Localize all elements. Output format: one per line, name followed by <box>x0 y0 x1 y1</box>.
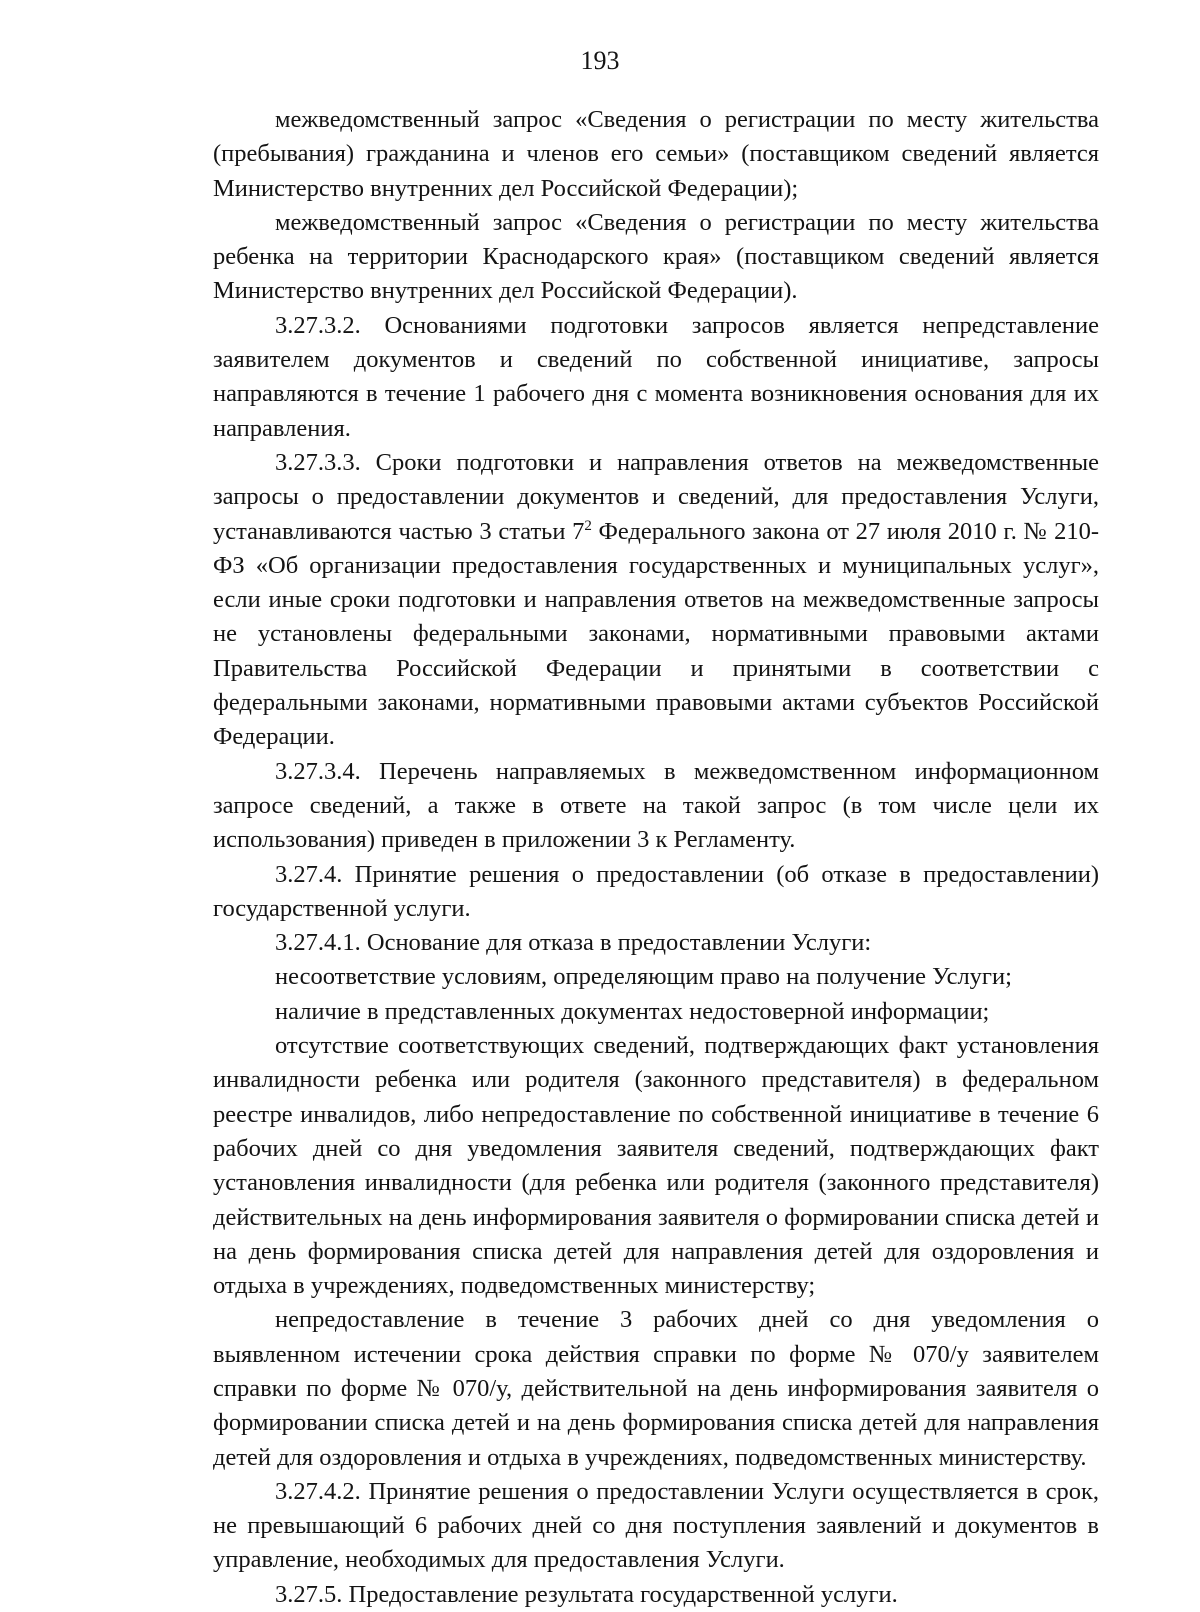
paragraph-3-27-4-1: 3.27.4.1. Основание для отказа в предоставлении Услуги: <box>275 929 872 957</box>
page-number: 193 <box>580 46 620 75</box>
paragraph-3-27-3-3-text-before: 3.27.3.3. Сроки подготовки и направления ответов на межведомственные запросы о предоставлении документов и сведений, для предоставления Услуги, устанавливаются частью 3 статьи 7 <box>213 448 1099 545</box>
refusal-reason-nonconformity: несоответствие условиям, определяющим право на получение Услуги; <box>275 963 1012 991</box>
paragraph-3-27-5: 3.27.5. Предоставление результата государственной услуги. <box>275 1580 898 1608</box>
refusal-reason-false-info: наличие в представленных документах недостоверной информации; <box>275 997 990 1025</box>
refusal-reason-no-disability-info: отсутствие соответствующих сведений, подтверждающих факт установления инвалидности ребенка или родителя (законного представителя) в федеральном реестре инвалидов, либо непредоставление по собственной инициативе в течение 6 рабочих дней со дня уведомления заявителя сведений, подтверждающих факт установления инвалидности (для ребенка или родителя (законного представителя) действительных на день информирования заявителя о формировании списка детей и на день формирования списка детей для направления детей для оздоровления и отдыха в учреждениях, подведомственных министерству; <box>213 1032 1099 1300</box>
refusal-reason-no-certificate: непредоставление в течение 3 рабочих дней со дня уведомления о выявленном истечении срока действия справки по форме № 070/у заявителем справки по форме № 070/у, действительной на день информирования заявителя о формировании списка детей и на день формирования списка детей для направления детей для оздоровления и отдыха в учреждениях, подведомственных министерству. <box>213 1306 1099 1471</box>
paragraph-interagency-request-family: межведомственный запрос «Сведения о регистрации по месту жительства (пребывания) гражданина и членов его семьи» (поставщиком сведений является Министерство внутренних дел Российской Федерации); <box>213 106 1099 202</box>
paragraph-3-27-4-2: 3.27.4.2. Принятие решения о предоставлении Услуги осуществляется в срок, не превышающий 6 рабочих дней со дня поступления заявлений и документов в управление, необходимых для предоставления Услуги. <box>213 1477 1099 1574</box>
paragraph-3-27-3-4: 3.27.3.4. Перечень направляемых в межведомственном информационном запросе сведений, а также в ответе на такой запрос (в том числе цели их использования) приведен в приложении 3 к Регламенту. <box>213 757 1099 854</box>
paragraph-3-27-4: 3.27.4. Принятие решения о предоставлении (об отказе в предоставлении) государственной услуги. <box>213 860 1099 922</box>
document-body <box>213 103 1099 1612</box>
article-superscript: 2 <box>584 517 592 534</box>
paragraph-3-27-3-3-text-after: Федерального закона от 27 июля 2010 г. № 210-ФЗ «Об организации предоставления государственных и муниципальных услуг», если иные сроки подготовки и направления ответов на межведомственные запросы не установлены федеральными законами, нормативными правовыми актами Правительства Российской Федерации и принятыми в соответствии с федеральными законами, нормативными правовыми актами субъектов Российской Федерации. <box>213 517 1099 751</box>
paragraph-3-27-3-2: 3.27.3.2. Основаниями подготовки запросов является непредставление заявителем документов и сведений по собственной инициативе, запросы направляются в течение 1 рабочего дня с момента возникновения основания для их направления. <box>213 311 1099 442</box>
paragraph-interagency-request-child: межведомственный запрос «Сведения о регистрации по месту жительства ребенка на территории Краснодарского края» (поставщиком сведений является Министерство внутренних дел Российской Федерации). <box>213 208 1099 305</box>
paragraph-3-27-3-3 <box>213 446 1099 755</box>
